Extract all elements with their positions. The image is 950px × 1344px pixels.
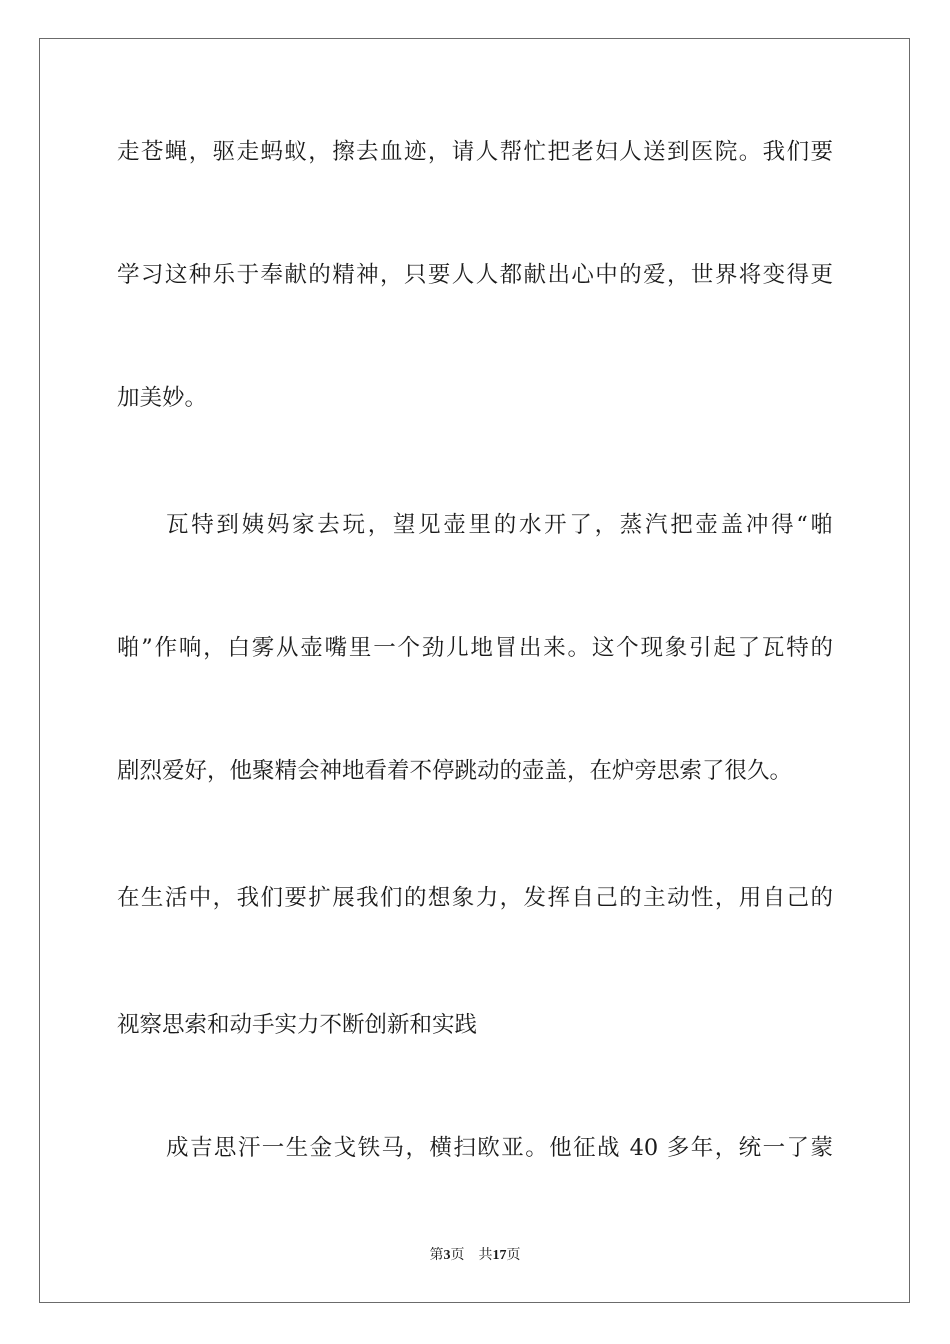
body-line-6: 剧烈爱好，他聚精会神地看着不停跳动的壶盖，在炉旁思索了很久。 <box>117 758 793 784</box>
body-line-3: 加美妙。 <box>117 385 208 411</box>
body-line-7: 在生活中，我们要扩展我们的想象力，发挥自己的主动性，用自己的 <box>117 885 833 911</box>
page-footer <box>0 1246 950 1265</box>
footer-page-suffix: 页 <box>450 1247 465 1263</box>
footer-total-pages: 17 <box>492 1248 507 1263</box>
footer-total-prefix: 共 <box>478 1247 493 1263</box>
footer-page-prefix: 第 <box>429 1247 444 1263</box>
body-line-4: 瓦特到姨妈家去玩，望见壶里的水开了，蒸汽把壶盖冲得“啪 <box>166 512 833 538</box>
body-line-5: 啪”作响，白雾从壶嘴里一个劲儿地冒出来。这个现象引起了瓦特的 <box>117 635 833 661</box>
footer-total-suffix: 页 <box>506 1247 521 1263</box>
body-line-2: 学习这种乐于奉献的精神，只要人人都献出心中的爱，世界将变得更 <box>117 262 833 288</box>
footer-page-number: 3 <box>443 1248 451 1263</box>
body-line-1: 走苍蝇，驱走蚂蚁，擦去血迹，请人帮忙把老妇人送到医院。我们要 <box>117 139 833 165</box>
body-line-9: 成吉思汗一生金戈铁马，横扫欧亚。他征战 40 多年，统一了蒙 <box>166 1135 833 1161</box>
page-border <box>39 38 910 1303</box>
body-line-8: 视察思索和动手实力不断创新和实践 <box>117 1012 478 1038</box>
